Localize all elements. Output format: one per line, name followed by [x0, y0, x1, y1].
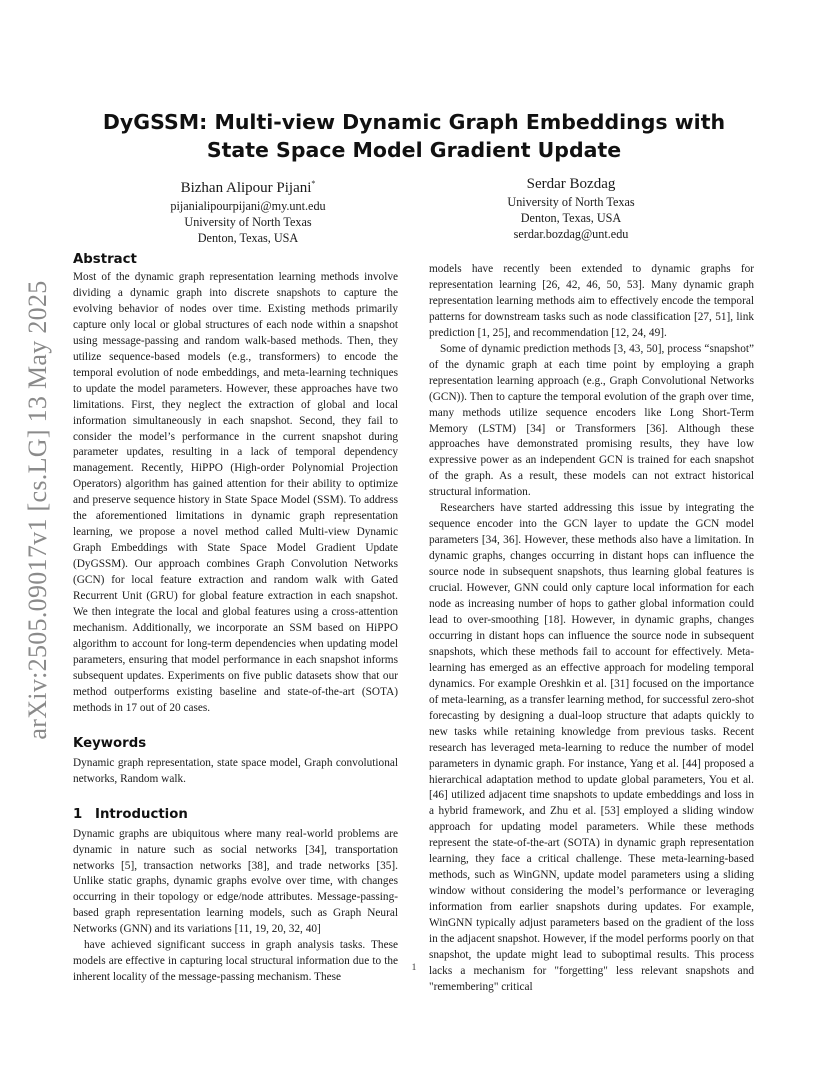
author-block-2: [421, 174, 721, 242]
author-name: Bizhan Alipour Pijani*: [180, 179, 316, 196]
right-column: [429, 262, 754, 996]
author-affiliation: University of North Texas: [507, 195, 635, 209]
page-number: 1: [411, 963, 417, 973]
keywords-heading: Keywords: [73, 735, 147, 751]
author-location: Denton, Texas, USA: [197, 231, 299, 245]
author-name: Serdar Bozdag: [526, 176, 616, 192]
author-block-1: [98, 174, 398, 246]
intro-paragraph-5: Researchers have started addressing this issue by integrating the sequence encoder into the GCN layer to update the GCN model parameters [34, 36]. However, these methods also have a limitation. In dynamic graphs, changes occurring in distant hops can influence the source node in subsequent snapshots, thus learning global features is crucial. However, GNN could only capture local information for each node as increasing number of hops to gather global information could lead to over-smoothing [18]. However, in dynamic graphs, changes occurring in distant hops can influence the source node in subsequent snapshots, which these methods fail to account for effectively. Meta-learning has emerged as an effective approach for modeling temporal dynamics. For example Oreshkin et al. [31] focused on the importance of meta-learning, as a transfer learning method, for successful zero-shot forecasting by designing a dual-loop structure that adapts quickly to new tasks while retaining knowledge from previous tasks. Recent research has leveraged meta-learning to reduce the number of model parameters in dynamic graph. For instance, Yang et al. [44] proposed a hierarchical adaptation method to update global parameters, You et al. [46] utilized adjacent time snapshots to update embeddings and loss in a hybrid framework, and Zhu et al. [53] employed a sliding window approach for updating model parameters. While these methods represent the state-of-the-art (SOTA) in dynamic graph representation learning, they face a critical challenge. These meta-learning-based methods, such as WinGNN, update model parameters using a sliding window without considering the model’s performance or leveraging information from earlier snapshots during updates. For example, WinGNN typically adjust parameters based on the gradient of the loss in the adjacent snapshot. However, if the model performs poorly on that snapshot, the update might lead to suboptimal results. This process lacks a mechanism for "forgetting" less relevant snapshots and "remembering" critical: [429, 502, 754, 993]
arxiv-id-text: arXiv:2505.09017v1 [cs.LG] 13 May 2025: [23, 280, 52, 740]
introduction-heading: [73, 806, 398, 824]
section-number: 1: [73, 806, 83, 822]
intro-paragraph-1: Dynamic graphs are ubiquitous where many real-world problems are dynamic in nature such as social networks [34], transportation networks [5], transaction networks [38], and trade networks [35]. Unlike static graphs, dynamic graphs evolve over time, with changes occurring in their topology or edge/node attributes. Message-passing-based graph representation learning models, such as Graph Neural Networks (GNN) and its variations [11, 19, 20, 32, 40]: [73, 827, 398, 936]
intro-paragraph-4: Some of dynamic prediction methods [3, 43, 50], process “snapshot” of the dynamic graph at each time point by employing a graph representation learning approach (e.g., Graph Convolutional Networks (GCN)). Then to capture the temporal evolution of the graph over time, many methods utilize sequence encoders like Long Short-Term Memory (LSTM) [34] or Transformers [36]. Although these approaches have demonstrated promising results, they have low expressive power as an independent GCN is trained for each snapshot of the graph. As a result, these models can not extract historical structural information.: [429, 342, 754, 499]
intro-paragraph-2: have achieved significant success in graph analysis tasks. These models are effective in capturing local structural information due to the inherent locality of the message-passing mechanism. These: [73, 939, 398, 984]
author-location: Denton, Texas, USA: [520, 211, 622, 225]
intro-paragraph-3: models have recently been extended to dynamic graphs for representation learning [26, 42, 46, 50, 53]. Many dynamic graph representation learning methods aim to effectively encode the temporal patterns for downstream tasks such as node classification [27, 51], link prediction [1, 25], and recommendation [12, 24, 49].: [429, 263, 754, 339]
arxiv-identifier: [18, 260, 58, 760]
section-title: Introduction: [95, 806, 188, 822]
abstract-text: Most of the dynamic graph representation learning methods involve dividing a dynamic graph into discrete snapshots to capture the evolving behavior of nodes over time. Existing methods primarily capture only local or global structures of each node within a snapshot using message-passing and random walk-based methods. Then, they utilize sequence-based models (e.g., transformers) to encode the temporal evolution of node embeddings, and meta-learning techniques to update the model parameters. However, these approaches have two limitations. First, they neglect the extraction of global and local information simultaneously in each snapshot. Second, they fail to consider the model’s performance in the current snapshot during parameter updates, resulting in a lack of temporal dependency management. Recently, HiPPO (High-order Polynomial Projection Operators) algorithm has gained attention for their ability to optimize and preserve sequence history in State Space Model (SSM). To address the aforementioned limitations in dynamic graph representation learning, we propose a novel method called Multi-view Dynamic Graph Embeddings with State Space Model Gradient Update (DyGSSM). Our approach combines Graph Convolution Networks (GCN) for local feature extraction and random walk with Gated Recurrent Unit (GRU) for global feature extraction in each snapshot. We then integrate the local and global features using a cross-attention mechanism. Additionally, we incorporate an SSM based on HiPPO algorithm to account for long-term dependencies when updating model parameters, ensuring that model performance in each snapshot informs subsequent updates. Experiments on five public datasets show that our method outperforms existing baseline and state-of-the-art (SOTA) methods in 17 out of 20 cases.: [73, 271, 398, 714]
paper-title: DyGSSM: Multi-view Dynamic Graph Embeddings with State Space Model Gradient Update: [102, 110, 726, 162]
left-column: [73, 251, 398, 986]
author-email: pijanialipourpijani@my.unt.edu: [170, 199, 326, 213]
author-affiliation: University of North Texas: [184, 215, 312, 229]
author-footnote-mark: *: [311, 179, 316, 188]
abstract-heading: Abstract: [73, 252, 137, 267]
keywords-text: Dynamic graph representation, state space model, Graph convolutional networks, Random walk.: [73, 756, 398, 785]
author-email: serdar.bozdag@unt.edu: [513, 227, 629, 241]
